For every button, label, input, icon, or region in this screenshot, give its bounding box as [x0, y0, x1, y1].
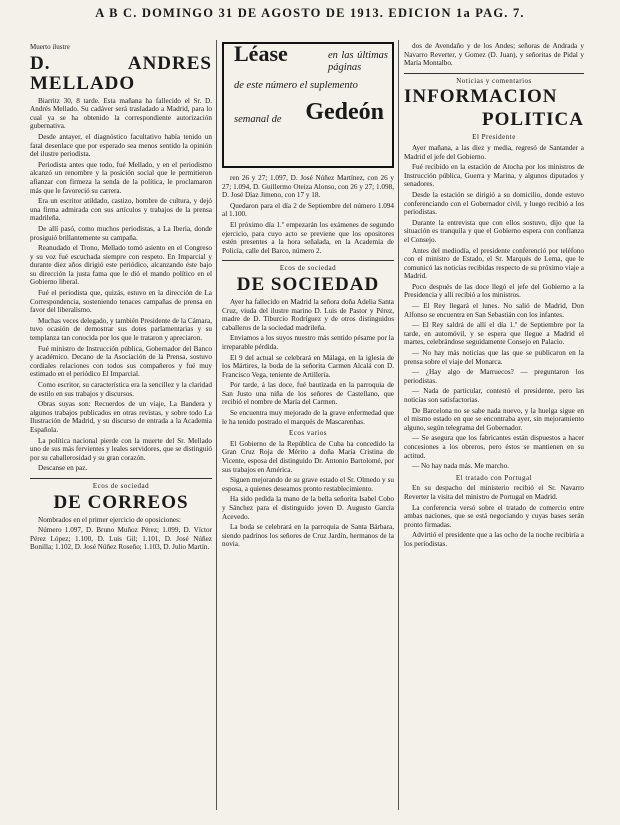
paragraph: Biarritz 30, 8 tarde. Esta mañana ha fallecido el Sr. D. Andrés Mellado. Su cadáver será trasladado a Madrid, para lo cual ya se ha obtenido la correspondiente autorización gubernativa.: [30, 96, 212, 131]
paragraph: El 9 del actual se celebrará en Málaga, en la iglesia de los Mártires, la boda de la señorita Carmen Alcalá con D. Francisco Vega, teniente de Artillería.: [222, 353, 394, 379]
paragraph: Era un escritor atildado, castizo, hombre de cultura, y dejó una firma admirada con sus artículos y trabajos de la prensa madrileña.: [30, 197, 212, 223]
paragraph: Fué el periodista que, quizás, estuvo en la dirección de La Correspondencia, sosteniendo tenaces campañas de prensa en favor del liberalismo.: [30, 289, 212, 315]
paragraph: — No hay nada más. Me marcho.: [412, 462, 510, 471]
column-2: [222, 42, 394, 551]
paragraph: Muchas veces delegado, y también Presidente de la Cámara, tuvo ocasión de demostrar sus dotes parlamentarias y su templanza tan conocida por los que le trataron y apreciaron.: [30, 316, 212, 343]
paragraph: Antes del mediodía, el presidente conferenció por teléfono con el ministro de Estado, el Sr. Marqués de Lema, que le comunicó las noticias recibidas respecto de su próximo viaje a Madrid.: [404, 246, 584, 281]
paragraph: Periodista antes que todo, fué Mellado, y en el periodismo alcanzó un renombre y la posición social que le permitieron afianzar con firmeza la senda de la política, le proclamaron más que le favoreció su carrera.: [30, 160, 212, 195]
section-kicker: Noticias y comentarios: [456, 76, 532, 85]
column-rule-1: [216, 40, 217, 810]
section-headline: DE CORREOS: [53, 491, 189, 513]
paragraph: Advirtió el presidente que a las ocho de la noche recibiría a los periodistas.: [404, 531, 584, 548]
advertisement-box: [222, 42, 394, 168]
section-divider: [30, 478, 212, 479]
paragraph: Poco después de las doce llegó el jefe del Gobierno a la Presidencia y allí recibió a los ministros.: [404, 282, 584, 300]
paragraph: Ayer mañana, a las diez y media, regresó de Santander a Madrid el jefe del Gobierno.: [404, 143, 584, 161]
article-kicker: Muerto ilustre: [30, 43, 70, 51]
paragraph: Desde antayer, el diagnóstico facultativo había tenido un fatal desenlace que por esperado sea menos sentido la opinión del ilustre periodista.: [30, 132, 212, 159]
column-3: [404, 42, 584, 551]
paragraph: Reanudado el Trono, Mellado tomó asiento en el Congreso y su voz fué escuchada siempre con respeto. En Imparcial y durante diez años dirigió este periódico, alcanzando éste bajo su dirección la justa fama que le dió el mando político en el Gobierno liberal.: [30, 244, 212, 287]
newspaper-masthead: A B C. DOMINGO 31 DE AGOSTO DE 1913. EDICION 1a PAG. 7.: [95, 6, 525, 20]
paragraph: Fué recibido en la estación de Atocha por los ministros de Instrucción pública, Guerra y Marina, y algunos diputados y senadores.: [404, 163, 584, 189]
paragraph: En su despacho del ministerio recibió el Sr. Navarro Reverter la visita del ministro de Portugal en Madrid.: [404, 484, 584, 501]
paragraph: Número 1.097, D. Bruno Muñoz Pérez; 1.099, D. Víctor Pérez López; 1.100, D. Luis Gil; 1.101, D. José Núñez Bonilla; 1.102, D. José Núñez Roseño; 1.103, D. Julio Martín.: [30, 526, 212, 552]
section-headline-line2: POLITICA: [482, 109, 584, 131]
paragraph: Ayer ha fallecido en Madrid la señora doña Adelia Santa Cruz, viuda del ilustre marino D. Luis de Pastor y Pérez, madre de D. Tiburcio Rodríguez y de otros distinguidos caballeros de la sociedad madrileña.: [222, 297, 394, 332]
ad-text-line: semanal de: [234, 114, 282, 125]
article-body: [30, 97, 212, 473]
paragraph: La política nacional pierde con la muerte del Sr. Mellado uno de sus más fervientes y leales servidores, que se distinguió por su caballerosidad y su gran corazón.: [30, 436, 212, 462]
section-headline: DE SOCIEDAD: [236, 273, 380, 295]
paragraph: Descanse en paz.: [38, 464, 88, 473]
ad-word-lease: Léase: [234, 41, 288, 66]
paragraph: — Se asegura que los fabricantes están dispuestos a hacer concesiones a los obreros, pero éstos se mantienen en su actitud.: [404, 434, 584, 460]
paragraph: Siguen mejorando de su grave estado el Sr. Olmedo y su esposa, a quienes deseamos pronto restablecimiento.: [222, 476, 394, 493]
paragraph: Se encuentra muy mejorado de la grave enfermedad que le ha tenido postrado el marqués de Mascarenhas.: [222, 409, 394, 426]
subhead: El tratado con Portugal: [455, 473, 533, 482]
section-divider: [404, 73, 584, 74]
paragraph: Durante la entrevista que con ellos sostuvo, dijo que la situación es tranquila y que el Gobierno espera con confianza el Consejo.: [404, 218, 584, 244]
paragraph: Desde la estación se dirigió a su domicilio, donde estuvo conferenciando con el Gobernador civil, y luego recibió a los periodistas.: [404, 190, 584, 217]
paragraph: — No hay más noticias que las que se publicaron en la prensa sobre el viaje del Monarca.: [404, 349, 584, 366]
paragraph: Enviamos a los suyos nuestro más sentido pésame por la irreparable pérdida.: [222, 334, 394, 351]
paragraph: Ha sido pedida la mano de la bella señorita Isabel Cobo y Sánchez para el distinguido joven D. Augusto García Acevedo.: [222, 495, 394, 521]
paragraph: — Nada de particular, contestó el presidente, pero las noticias son satisfactorias.: [404, 387, 584, 404]
ad-word-gedeon: Gedeón: [305, 99, 384, 125]
paragraph: ren 26 y 27; 1.097, D. José Núñez Martínez, con 26 y 27; 1.094, D. Guillermo Oteiza Alonso, con 26 y 27; 1.098, D. José Díaz Jimeno, con 17 y 18.: [222, 174, 394, 200]
paragraph: Fué ministro de Instrucción pública, Gobernador del Banco y académico. Decano de la Asociación de la Prensa, sostuvo cordiales relaciones con todos sus compañeros y fué muy estimado en el periódico El Imparcial.: [30, 344, 212, 379]
section-kicker: Ecos de sociedad: [92, 481, 150, 490]
paragraph: Nombrados en el primer ejercicio de oposiciones:: [38, 515, 181, 524]
column-1: [30, 42, 212, 554]
paragraph: La boda se celebrará en la parroquia de Santa Bárbara, siendo padrinos los señores de Cruz Jardín, hermanos de la novia.: [222, 523, 394, 549]
paragraph: dos de Avendaño y de los Andes; señoras de Andrada y Navarro Reverter, y Gomez (D. Juan), y señoritas de Pidal y María Montalbo.: [404, 42, 584, 68]
section-kicker: Ecos varios: [289, 429, 327, 438]
paragraph: La conferencia versó sobre el tratado de comercio entre ambas naciones, que se está negociando y cuyas bases serán pronto firmadas.: [404, 503, 584, 529]
section-kicker: Ecos de sociedad: [279, 264, 337, 273]
ad-text-line: de este número el suplemento: [234, 80, 358, 91]
section-headline-line1: INFORMACION: [404, 86, 558, 108]
paragraph: Por tarde, á las doce, fué bautizada en la parroquia de San Justo una niña de los señores de Castellano, que recibió el nombre de María del Carmen.: [222, 381, 394, 407]
paragraph: Como escritor, su característica era la sencillez y la claridad de estilo en sus trabajos y discursos.: [30, 381, 212, 398]
paragraph: — El Rey saldrá de allí el día 1.º de Septiembre por la tarde, en automóvil, y se espera que llegue a Madrid el martes, celebrándose seguidamente Consejo en Palacio.: [404, 321, 584, 347]
article-headline: D. ANDRES MELLADO: [30, 52, 212, 94]
paragraph: De Barcelona no se sabe nada nuevo, y la huelga sigue en el mismo estado en que se encontraba ayer, sin mejoramiento alguno, según telegrama del Gobernador.: [404, 406, 584, 432]
paragraph: De allí pasó, como muchos periodistas, a La Iberia, donde prosiguió brillantemente su campaña.: [30, 224, 212, 242]
section-divider: [222, 260, 394, 261]
paragraph: Obras suyas son: Recuerdos de un viaje, La Bandera y algunos trabajos publicados en otras revistas, y sobre todo La Ilustración de Madrid, y su discurso de entrada a la Academia Española.: [30, 400, 212, 434]
paragraph: — El Rey llegará el lunes. No salió de Madrid, Don Alfonso se encuentra en San Sebastián con los infantes.: [404, 302, 584, 319]
paragraph: Quedaron para el día 2 de Septiembre del número 1.094 al 1.100.: [222, 201, 394, 219]
ad-text-line: en las últimas páginas: [328, 50, 388, 73]
subhead: El Presidente: [472, 133, 516, 142]
paragraph: El próximo día 1.º empezarán los exámenes de segundo ejercicio, para cuyo acto se previene que los opositores estén presentes a la hora señalada, en la Academia de Policía, calle del Barco, número 2.: [222, 220, 394, 255]
paragraph: — ¿Hay algo de Marruecos? — preguntaron los periodistas.: [404, 368, 584, 385]
column-rule-2: [398, 40, 399, 810]
paragraph: El Gobierno de la República de Cuba ha concedido la Gran Cruz Roja de Mérito a doña María Cristina de Vicente, esposa del distinguido Dr. Antonio Bartolomé, por sus trabajos en América.: [222, 439, 394, 474]
